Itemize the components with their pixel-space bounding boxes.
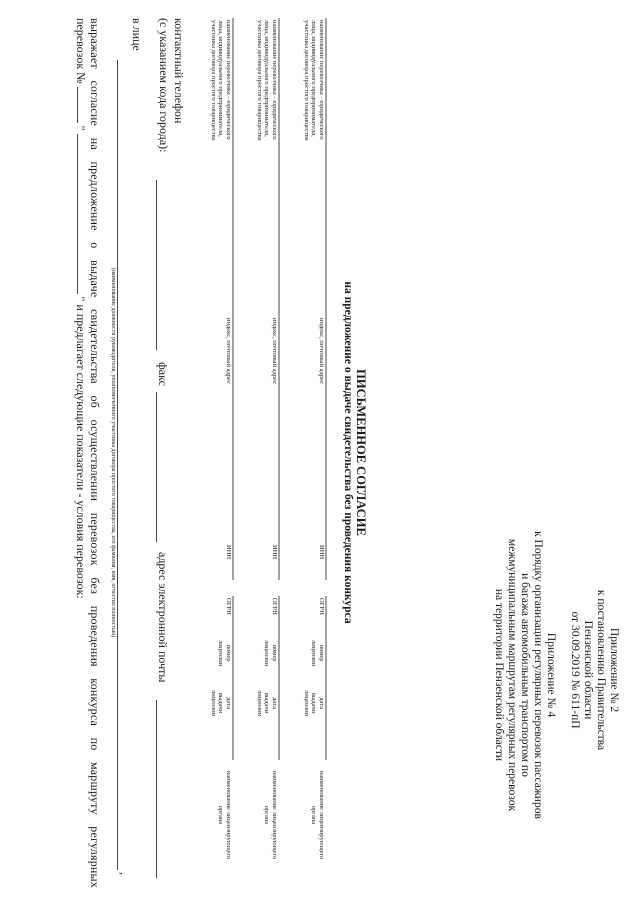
licensing-authority-caption: наименование лицензирующего органа bbox=[263, 770, 278, 860]
fax-field-line[interactable] bbox=[156, 392, 157, 542]
appendix-2-block bbox=[568, 520, 620, 820]
carrier-name-caption: наименование перевозчика - юридического лица, индивидуального предпринимателя, участника договора простого товарищества bbox=[210, 20, 232, 141]
appendix-2-line: от 30.09.2019 № 611-пП bbox=[569, 611, 581, 729]
statement-line-1: выражает согласие на предложение о выдаче свидетельства об осуществлении перевозок без проведения конкурса по маршруту регулярных bbox=[88, 18, 102, 888]
route-name-open-quote: " bbox=[74, 125, 88, 131]
statement-line-2-end: " и предлагает следующие показатели - условия перевозок: bbox=[74, 296, 88, 599]
address-caption: индекс, почтовый адрес bbox=[318, 318, 325, 385]
carrier-row bbox=[188, 0, 233, 905]
carrier-name-caption: наименование перевозчика - юридического лица, индивидуального предпринимателя, участника договора простого товарищества bbox=[303, 20, 325, 141]
carrier-name-caption: наименование перевозчика - юридического лица, индивидуального предпринимателя, участника договора простого товарищества bbox=[256, 20, 278, 141]
appendix-4-line: к Порядку организации регулярных перевозок пассажиров bbox=[532, 531, 544, 819]
appendix-4-line: Приложение № 4 bbox=[545, 632, 557, 718]
statement-line-2 bbox=[73, 18, 88, 888]
ogrn-caption: ОГРН bbox=[271, 598, 278, 615]
licensing-authority-caption: наименование лицензирующего органа bbox=[217, 770, 232, 860]
appendix-4-line: на территории Пензенской области bbox=[493, 588, 505, 762]
in-person-label: в лице bbox=[130, 18, 144, 51]
document-subtitle: на предложение о выдаче свидетельства без проведения конкурса bbox=[342, 281, 354, 624]
appendix-2-line: Пензенской области bbox=[582, 620, 594, 720]
email-field-line[interactable] bbox=[156, 700, 157, 878]
contact-phone-label: контактный телефон (с указанием кода города): bbox=[157, 18, 186, 153]
representative-field-line[interactable] bbox=[117, 60, 118, 870]
licensing-authority-caption: наименование лицензирующего органа bbox=[310, 770, 325, 860]
representative-comma: , bbox=[118, 872, 132, 875]
route-number-label: перевозок № bbox=[74, 18, 88, 84]
inn-caption: ИНН bbox=[318, 545, 325, 560]
fax-label: факс bbox=[156, 362, 170, 386]
carrier-table bbox=[190, 0, 340, 905]
inn-caption: ИНН bbox=[271, 545, 278, 560]
license-number-caption: номер лицензии bbox=[263, 640, 278, 667]
email-label: адрес электронной почты bbox=[156, 552, 170, 683]
license-number-caption: номер лицензии bbox=[310, 640, 325, 667]
appendix-4-line: и багажа автомобильным транспортом по bbox=[519, 573, 531, 777]
address-caption: индекс, почтовый адрес bbox=[271, 318, 278, 385]
address-caption: индекс, почтовый адрес bbox=[225, 318, 232, 385]
appendix-2-line: Приложение № 2 bbox=[608, 627, 620, 713]
license-number-caption: номер лицензии bbox=[217, 640, 232, 667]
representative-caption: (наименование должности руководителя, уполномоченного участника договора простого товарищества, его фамилия, имя, отчество полностью) bbox=[110, 267, 116, 638]
carrier-row bbox=[281, 0, 326, 905]
appendix-2-line: к постановлению Правительства bbox=[595, 589, 607, 751]
route-name-field[interactable] bbox=[77, 134, 88, 294]
ogrn-caption: ОГРН bbox=[225, 598, 232, 615]
document-title: ПИСЬМЕННОЕ СОГЛАСИЕ bbox=[354, 369, 368, 536]
appendix-4-line: межмуниципальным маршрутам регулярных перевозок bbox=[506, 538, 518, 812]
carrier-row bbox=[234, 0, 279, 905]
license-date-caption: дата выдачи лицензии bbox=[303, 690, 325, 717]
ogrn-caption: ОГРН bbox=[318, 598, 325, 615]
phone-field-line[interactable] bbox=[156, 180, 157, 350]
route-number-field[interactable] bbox=[77, 87, 88, 123]
inn-caption: ИНН bbox=[225, 545, 232, 560]
appendix-4-block bbox=[492, 470, 557, 880]
license-date-caption: дата выдачи лицензии bbox=[210, 690, 232, 717]
license-date-caption: дата выдачи лицензии bbox=[256, 690, 278, 717]
